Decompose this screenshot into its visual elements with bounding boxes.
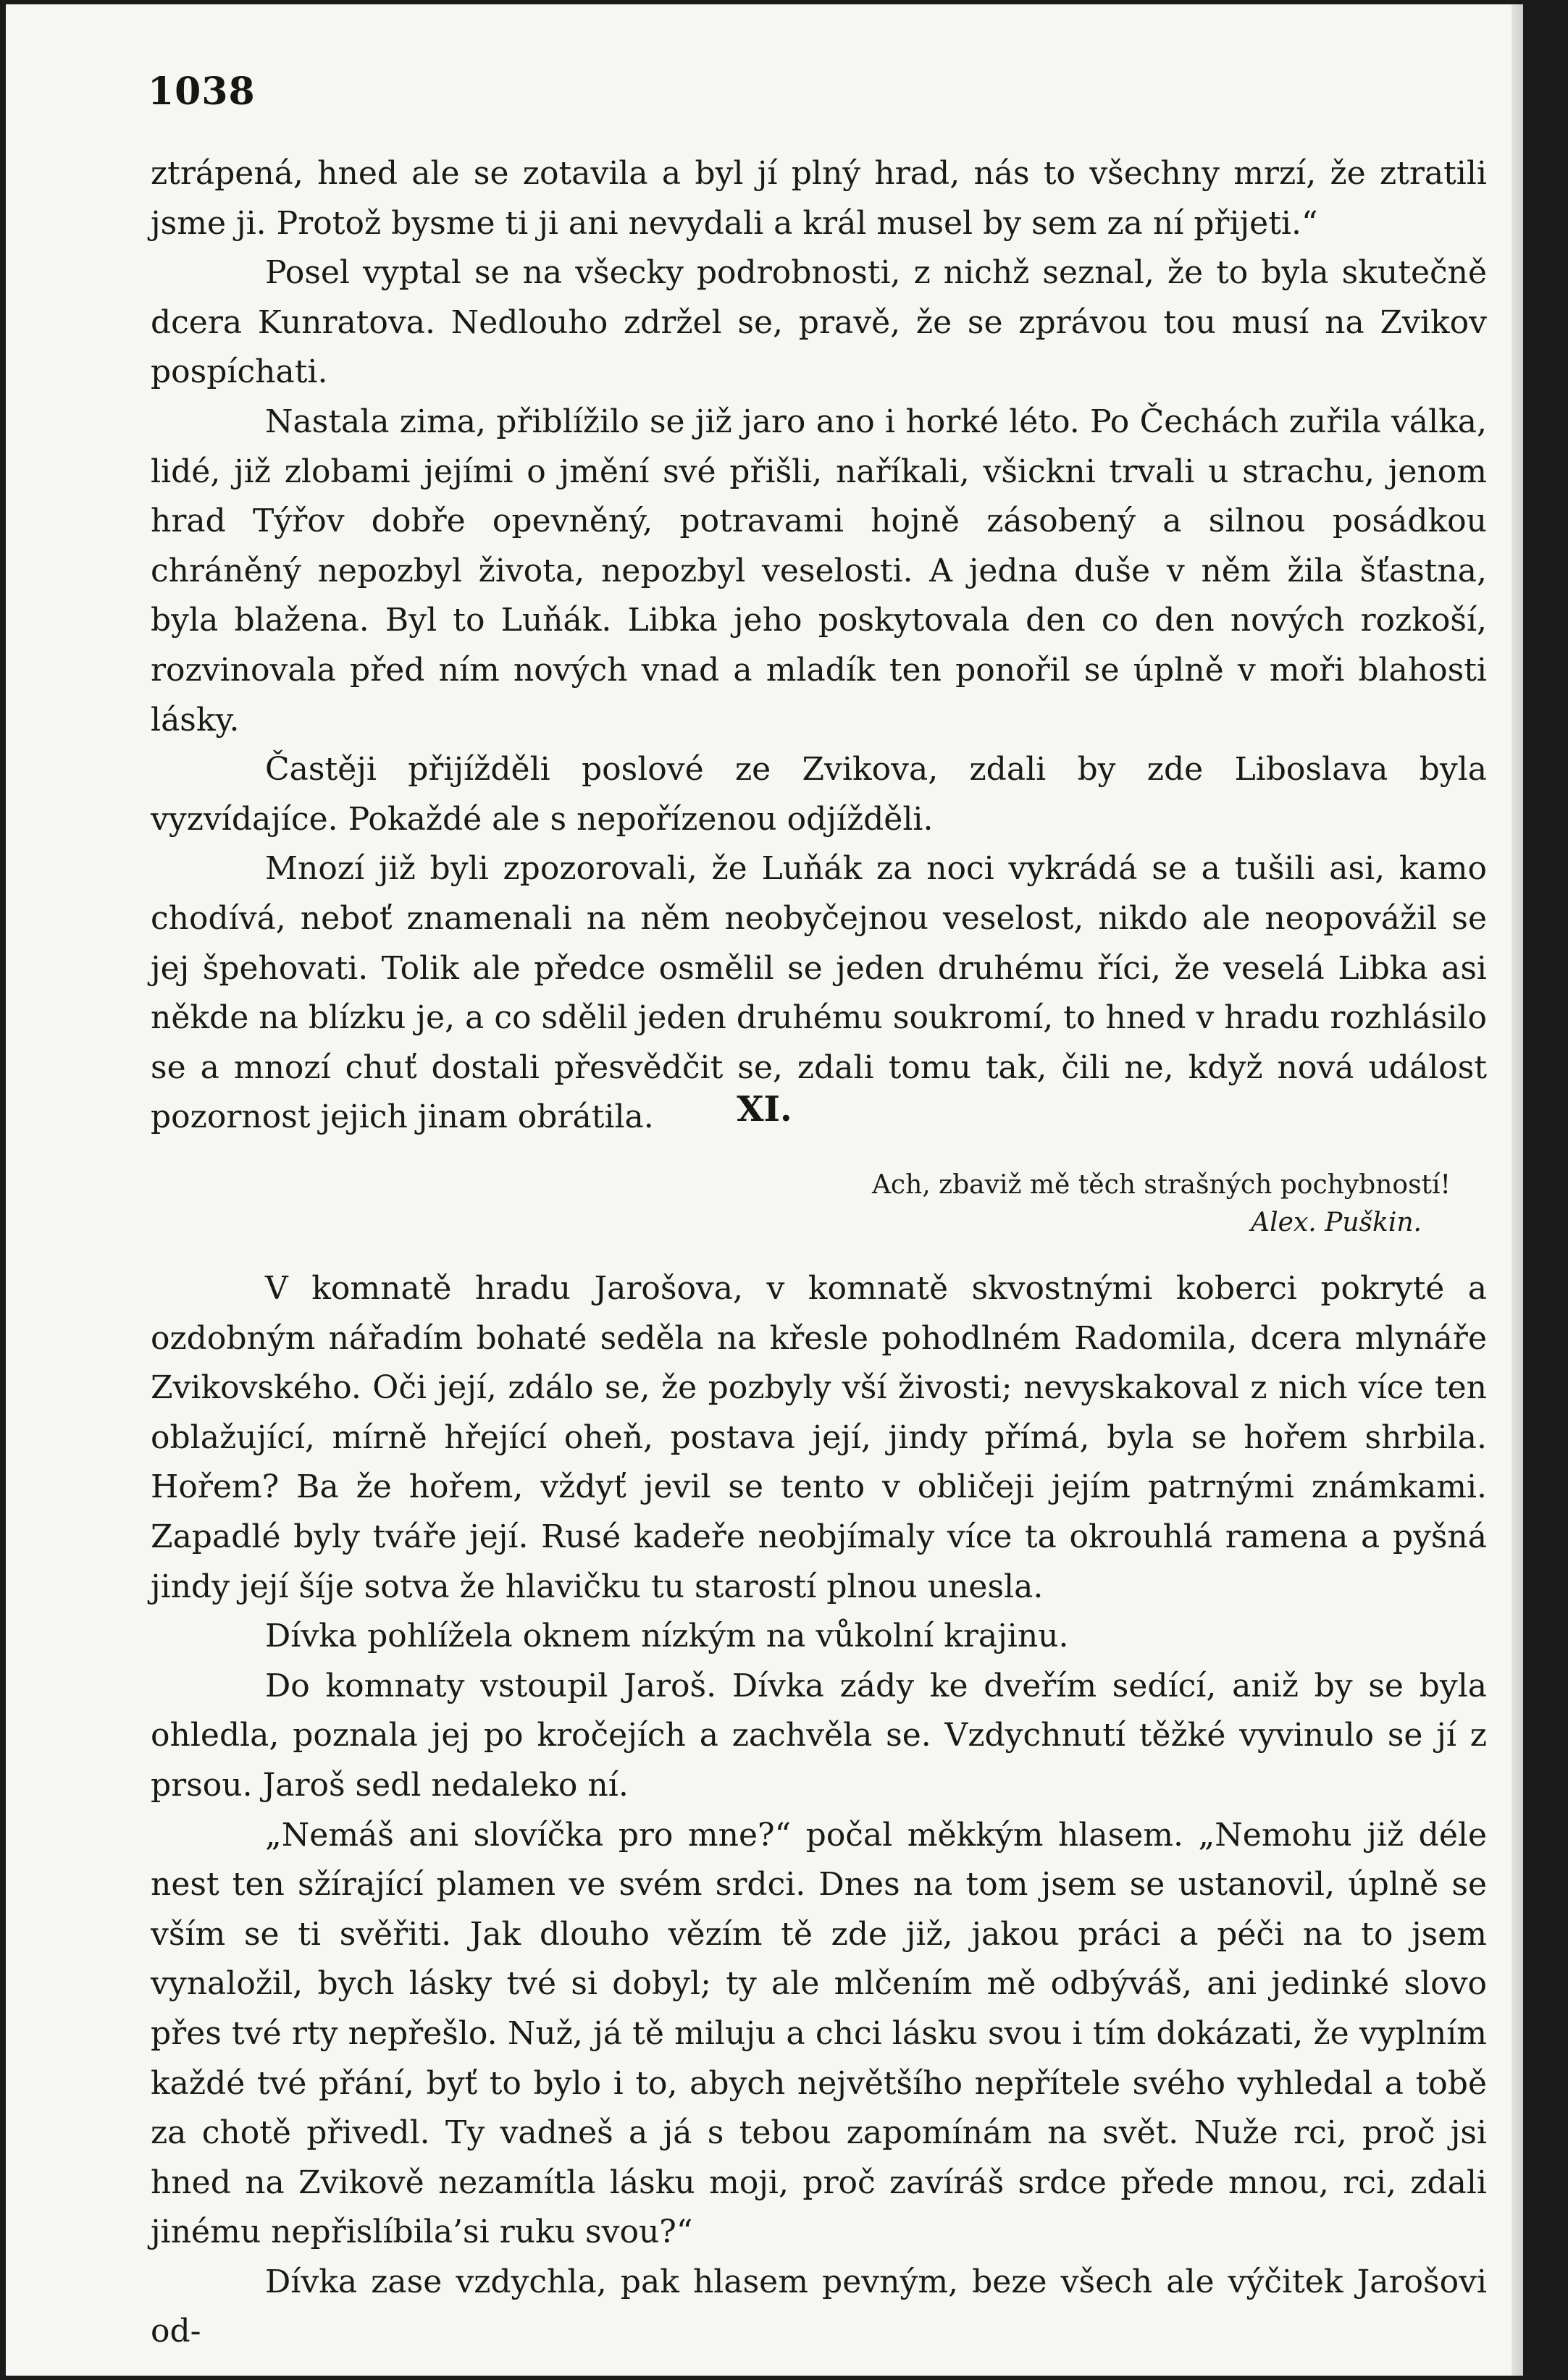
page-number: 1038 — [148, 70, 256, 114]
chapter-heading: XI. — [737, 1089, 792, 1130]
paragraph: Do komnaty vstoupil Jaroš. Dívka zády ke dveřím sedící, aniž by se byla ohledla, poznala jej po kročejích a zachvěla se. Vzdychnutí těžké vyvinulo se jí z prsou. Jaroš sedl nedaleko ní. — [151, 1667, 1487, 1804]
paragraph: V komnatě hradu Jarošova, v komnatě skvostnými koberci pokryté a ozdobným nářadím bohaté seděla na křesle pohodlném Radomila, dcera mlynáře Zvikovského. Oči její, zdálo se, že pozbyly vší živosti; nevyskakoval z nich více ten oblažující, mírně hřející oheň, postava její, jindy přímá, byla se hořem shrbila. Hořem? Ba že hořem, vždyť jevil se tento v obličeji jejím patrnými známkami. Zapadlé byly tváře její. Rusé kadeře neobjímaly více ta okrouhlá ramena a pyšná jindy její šíje sotva že hlavičku tu starostí plnou unesla. — [151, 1270, 1487, 1605]
continued-text-block — [151, 149, 1487, 1143]
chapter-text-block — [151, 1264, 1487, 2357]
epigraph — [799, 1166, 1451, 1242]
paragraph: Posel vyptal se na všecky podrobnosti, z nichž seznal, že to byla skutečně dcera Kunratova. Nedlouho zdržel se, pravě, že se zprávou tou musí na Zvikov pospíchati. — [151, 254, 1487, 391]
paragraph: ztrápená, hned ale se zotavila a byl jí plný hrad, nás to všechny mrzí, že ztratili jsme ji. Protož bysme ti ji ani nevydali a král musel by sem za ní přijeti.“ — [151, 155, 1487, 242]
paragraph: Častěji přijížděli poslové ze Zvikova, zdali by zde Liboslava byla vyzvídajíce. Pokaždé ale s nepořízenou odjížděli. — [151, 751, 1487, 838]
paragraph: Nastala zima, přiblížilo se již jaro ano i horké léto. Po Čechách zuřila válka, lidé, již zlobami jejími o jmění své přišli, naříkali, všickni trvali u strachu, jenom hrad Týřov dobře opevněný, potravami hojně zásobený a silnou posádkou chráněný nepozbyl života, nepozbyl veselosti. A jedna duše v něm žila šťastna, byla blažena. Byl to Luňák. Libka jeho poskytovala den co den nových rozkoší, rozvinovala před ním nových vnad a mladík ten ponořil se úplně v moři blahosti lásky. — [151, 403, 1487, 739]
page-edge-shadow — [1512, 4, 1523, 2376]
paragraph: Dívka pohlížela oknem nízkým na vůkolní krajinu. — [265, 1618, 1069, 1655]
paragraph: Dívka zase vzdychla, pak hlasem pevným, beze všech ale výčitek Jarošovi od- — [151, 2263, 1487, 2350]
paragraph: „Nemáš ani slovíčka pro mne?“ počal měkkým hlasem. „Nemohu již déle nest ten sžírající plamen ve svém srdci. Dnes na tom jsem se ustanovil, úplně se vším se ti svěřiti. Jak dlouho vězím tě zde již, jakou práci a péči na to jsem vynaložil, bych lásky tvé si dobyl; ty ale mlčením mě odbýváš, ani jedinké slovo přes tvé rty nepřešlo. Nuž, já tě miluju a chci lásku svou i tím dokázati, že vyplním každé tvé přání, byť to bylo i to, abych největšího nepřítele svého vyhledal a tobě za chotě přivedl. Ty vadneš a já s tebou zapomínám na svět. Nuže rci, proč jsi hned na Zvikově nezamítla lásku moji, proč zavíráš srdce přede mnou, rci, zdali jinému nepřislíbila’si ruku svou?“ — [151, 1816, 1487, 2251]
book-page — [6, 4, 1523, 2376]
paragraph: Mnozí již byli zpozorovali, že Luňák za noci vykrádá se a tušili asi, kamo chodívá, neboť znamenali na něm neobyčejnou veselost, nikdo ale neopovážil se jej špehovati. Tolik ale předce osmělil se jeden druhému říci, že veselá Libka asi někde na blízku je, a co sdělil jeden druhému soukromí, to hned v hradu rozhlásilo se a mnozí chuť dostali přesvědčit se, zdali tomu tak, čili ne, když nová událost pozornost jejich jinam obrátila. — [151, 850, 1487, 1136]
epigraph-quote: Ach, zbaviž mě těch strašných pochybností! — [871, 1170, 1451, 1200]
epigraph-attribution: Alex. Puškin. — [1251, 1208, 1422, 1237]
